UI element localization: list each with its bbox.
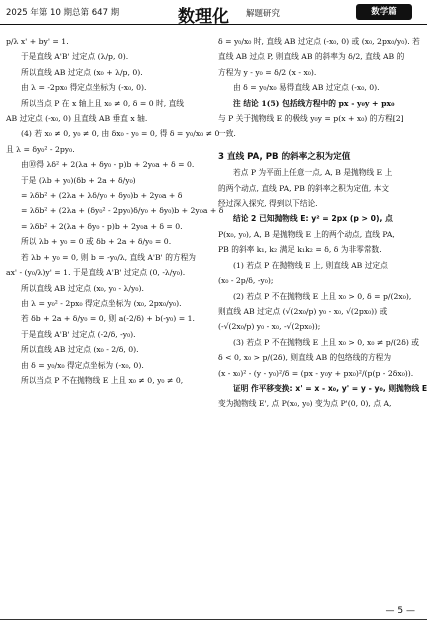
text-line: 所以当点 P 在 x 轴上且 x₀ ≠ 0, δ = 0 时, 直线 <box>21 98 184 108</box>
text-line: 注 结论 1(5) 包括线方程中的 px - y₀y + px₀ <box>233 98 395 108</box>
text-line: 若 λb + y₀ = 0, 则 b = -y₀/λ, 直线 A'B' 的方程为 <box>21 252 196 262</box>
text-line: 经过深入探究, 得到以下结论. <box>218 199 318 209</box>
text-line: = λδb² + 2(λa + δy₀ - p)b + 2y₀a + δ = 0. <box>21 221 183 231</box>
text-line: 由⑩得 λδ² + 2(λa + δy₀ - p)b + 2y₀a + δ = 0. <box>21 160 195 170</box>
text-line: 则直线 AB 过定点 (√(2x₀/p) y₀ - x₀, √(2px₀)) 或 <box>218 306 388 316</box>
text-line: 一致. <box>218 129 236 139</box>
text-line: = λδb² + (2λa + (δy₀² - 2py₀)δ/y₀ + δy₀)b + 2y₀a + δ <box>21 206 224 216</box>
section-name: 解题研究 <box>246 9 281 19</box>
text-line: (x - x₀)² - (y - y₀)²/δ = (px - y₀y + px₀)²/(p(p - 2δx₀)). <box>218 368 414 378</box>
text-line: 所以直线 AB 过定点 (x₀ + λ/p, 0). <box>21 67 143 77</box>
text-line <box>218 142 423 150</box>
text-line: (x₀ - 2p/δ, -y₀); <box>218 276 274 286</box>
text-line: p/λ x' + by' = 1. <box>6 37 69 46</box>
text-line: = λδb² + (2λa + λδ/y₀ + δy₀)b + 2y₀a + δ <box>21 191 183 201</box>
text-line: ax' - (y₀/λ)y' = 1. 于是直线 A'B' 过定点 (0, -λ/y₀). <box>6 268 186 278</box>
subject-badge: 数学篇 <box>356 4 412 20</box>
text-line: 所以 λb + y₀ = 0 或 δb + 2a + δ/y₀ = 0. <box>21 237 172 247</box>
text-line: 3 直线 PA, PB 的斜率之积为定值 <box>218 151 351 162</box>
text-line: AB 过定点 (-x₀, 0) 且直线 AB 垂直 x 轴. <box>6 114 148 124</box>
text-line: 所以当点 P 不在抛物线 E 上且 x₀ ≠ 0, y₀ ≠ 0, <box>21 375 184 385</box>
text-line: 由 λ = -2px₀ 得定点坐标为 (-x₀, 0). <box>21 83 147 93</box>
text-line: δ < 0, x₀ > p/(2δ), 则直线 AB 的包络线的方程为 <box>218 353 392 363</box>
page-header <box>0 0 427 30</box>
header-rule <box>0 24 427 25</box>
text-line: 方程为 y - y₀ = δ/2 (x - x₀). <box>218 67 317 77</box>
text-line: (2) 若点 P 不在抛物线 E 上且 x₀ > 0, δ = p/(2x₀), <box>233 291 412 301</box>
text-line: 若 δb + 2a + δ/y₀ = 0, 则 a(-2/δ) + b(-y₀) = 1. <box>21 314 195 324</box>
text-line: PB 的斜率 k₁, k₂ 满足 k₁k₂ = δ, δ 为非零常数. <box>218 245 382 255</box>
text-line: 且 λ = δy₀² - 2py₀. <box>6 144 75 154</box>
issue-info: 2025 年第 10 期总第 647 期 <box>6 8 120 18</box>
text-line: 由 δ = y₀/x₀ 易得直线 AB 过定点 (-x₀, 0). <box>233 83 380 93</box>
text-line: 于是直线 A'B' 过定点 (λ/p, 0). <box>21 52 129 62</box>
text-line: 变为抛物线 E', 点 P(x₀, y₀) 变为点 P'(0, 0), 点 A, <box>218 399 392 409</box>
magazine-title: 数理化 <box>178 7 229 27</box>
left-column <box>6 34 224 388</box>
text-line: 与 P 关于抛物线 E 的极线 y₀y = p(x + x₀) 的方程[2] <box>218 114 404 124</box>
text-line: 结论 2 已知抛物线 E: y² = 2px (p > 0), 点 <box>233 214 393 224</box>
text-line: 于是 (λb + y₀)(δb + 2a + δ/y₀) <box>21 175 136 185</box>
text-line: 由 λ = y₀² - 2px₀ 得定点坐标为 (x₀, 2px₀/y₀). <box>21 298 182 308</box>
text-line: 的两个动点, 直线 PA, PB 的斜率之积为定值, 本文 <box>218 183 390 193</box>
text-line: (1) 若点 P 在抛物线 E 上, 则直线 AB 过定点 <box>233 260 388 270</box>
text-line: 所以直线 AB 过定点 (x₀, y₀ - λ/y₀). <box>21 283 144 293</box>
right-column <box>218 34 427 412</box>
text-line: P(x₀, y₀), A, B 是抛物线 E 上的两个动点, 直线 PA, <box>218 229 395 239</box>
text-line: 证明 作平移变换: x' = x - x₀, y' = y - y₀, 则抛物线 E <box>233 383 427 393</box>
text-line: 于是直线 A'B' 过定点 (-2/δ, -y₀). <box>21 329 136 339</box>
text-line: 所以直线 AB 过定点 (x₀ - 2/δ, 0). <box>21 345 139 355</box>
text-line: 由 δ = y₀/x₀ 得定点坐标为 (-x₀, 0). <box>21 360 144 370</box>
text-line: δ = y₀/x₀ 时, 直线 AB 过定点 (-x₀, 0) 或 (x₀, 2px₀/y₀). 若 <box>218 37 420 46</box>
text-line: 若点 P 为平面上任意一点, A, B 是抛物线 E 上 <box>233 168 393 178</box>
text-line: 直线 AB 过点 P, 则直线 AB 的斜率为 δ/2, 直线 AB 的 <box>218 52 405 62</box>
footer-rule <box>0 619 427 620</box>
text-line: (4) 若 x₀ ≠ 0, y₀ ≠ 0, 由 δx₀ - y₀ = 0, 得 δ = y₀/x₀ ≠ 0 <box>21 129 220 139</box>
text-line: (-√(2x₀/p) y₀ - x₀, -√(2px₀)); <box>218 322 321 332</box>
text-line: (3) 若点 P 不在抛物线 E 上且 x₀ > 0, x₀ ≠ p/(2δ) 或 <box>233 337 419 347</box>
page-number: — 5 — <box>385 606 415 616</box>
